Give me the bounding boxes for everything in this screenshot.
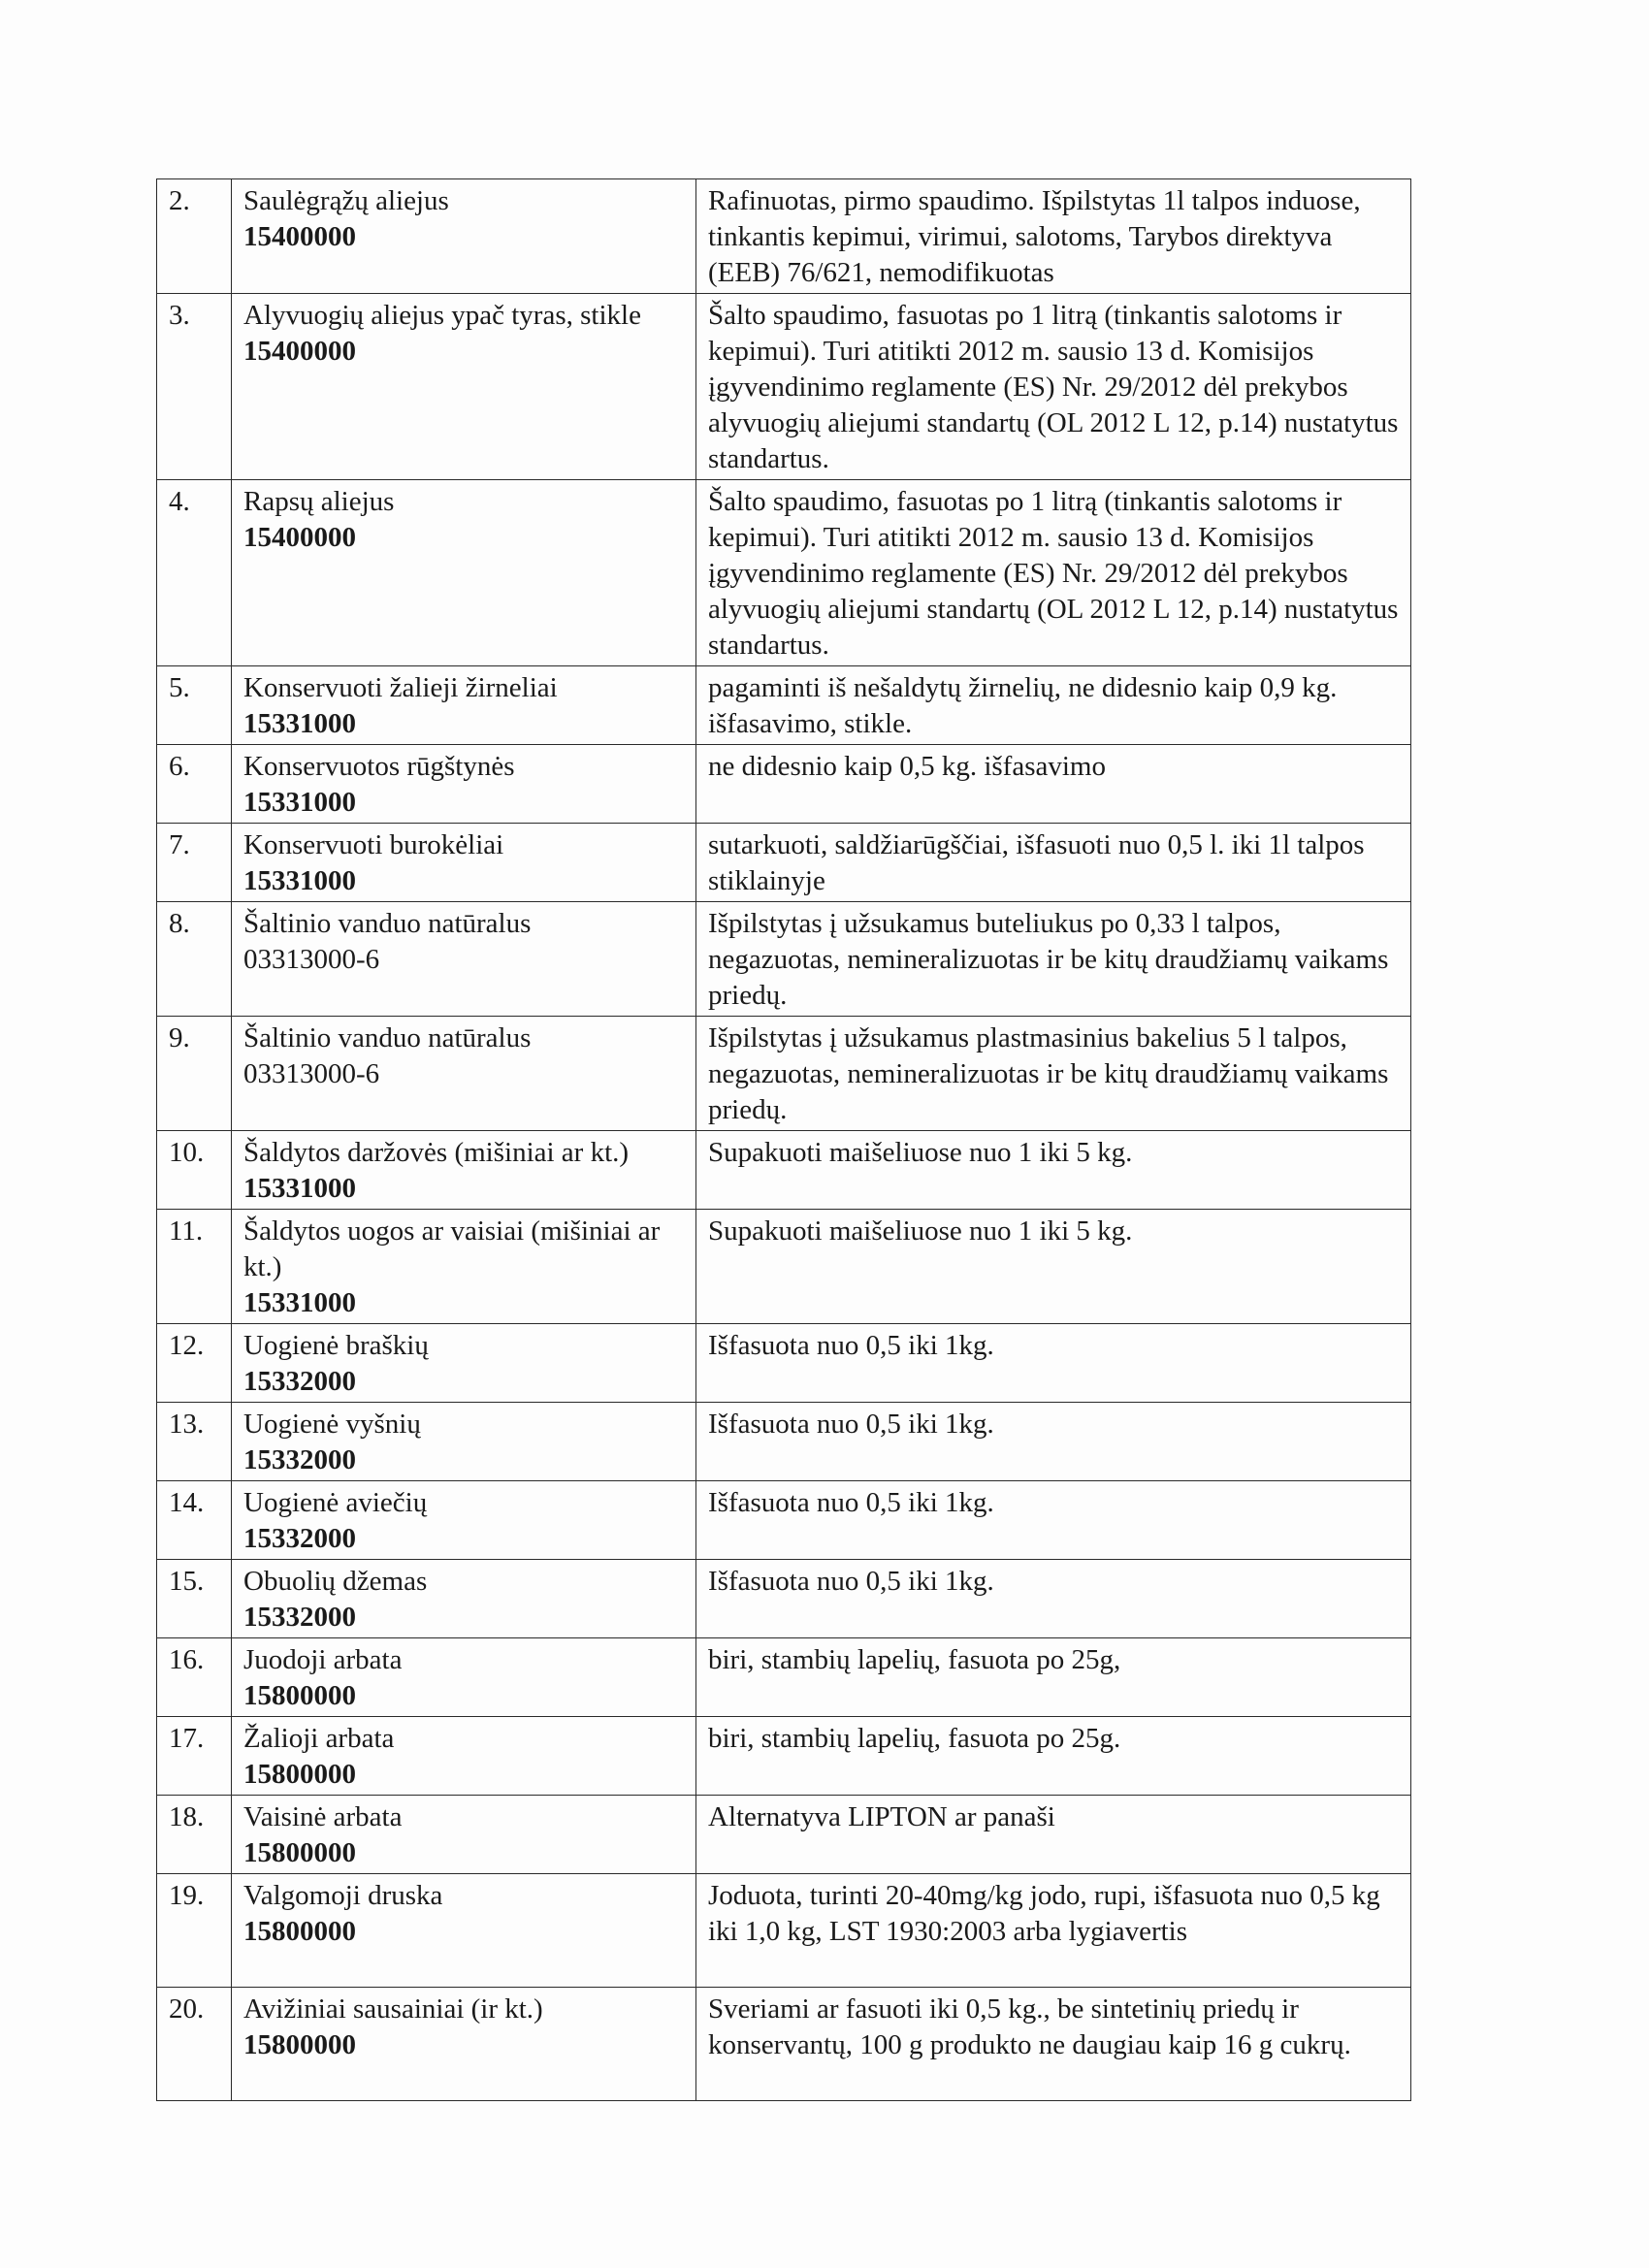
table-row xyxy=(157,666,1411,745)
product-code: 15800000 xyxy=(243,1916,356,1947)
product-description: Išfasuota nuo 0,5 iki 1kg. xyxy=(696,1324,1411,1403)
row-number: 3. xyxy=(157,294,232,480)
row-number: 11. xyxy=(157,1210,232,1324)
table-row xyxy=(157,902,1411,1017)
table-row xyxy=(157,179,1411,294)
product-description: sutarkuoti, saldžiarūgščiai, išfasuoti nuo 0,5 l. iki 1l talpos stiklainyje xyxy=(696,824,1411,902)
row-number: 4. xyxy=(157,480,232,666)
product-cell xyxy=(232,745,696,824)
product-code: 15331000 xyxy=(243,1173,356,1204)
product-description: biri, stambių lapelių, fasuota po 25g, xyxy=(696,1638,1411,1717)
table-row xyxy=(157,480,1411,666)
product-code: 15331000 xyxy=(243,708,356,739)
table-row xyxy=(157,294,1411,480)
product-spec-table xyxy=(156,178,1411,2101)
product-description: Išfasuota nuo 0,5 iki 1kg. xyxy=(696,1403,1411,1481)
row-number: 14. xyxy=(157,1481,232,1560)
product-spec-table-body xyxy=(157,179,1411,2101)
table-row xyxy=(157,1796,1411,1874)
product-description: Išfasuota nuo 0,5 iki 1kg. xyxy=(696,1560,1411,1638)
product-cell xyxy=(232,1638,696,1717)
row-number: 16. xyxy=(157,1638,232,1717)
row-number: 5. xyxy=(157,666,232,745)
product-code: 15800000 xyxy=(243,2029,356,2060)
product-description: Sveriami ar fasuoti iki 0,5 kg., be sintetinių priedų ir konservantų, 100 g produkto ne daugiau kaip 16 g cukrų. xyxy=(696,1988,1411,2101)
product-name: Šaltinio vanduo natūralus xyxy=(243,1022,532,1053)
product-cell xyxy=(232,666,696,745)
product-code: 15331000 xyxy=(243,865,356,896)
product-code: 15332000 xyxy=(243,1444,356,1475)
row-number: 17. xyxy=(157,1717,232,1796)
product-code: 15800000 xyxy=(243,1837,356,1868)
product-name: Uogienė vyšnių xyxy=(243,1409,421,1440)
product-description: Šalto spaudimo, fasuotas po 1 litrą (tinkantis salotoms ir kepimui). Turi atitikti 2012 m. sausio 13 d. Komisijos įgyvendinimo reglamente (ES) Nr. 29/2012 dėl prekybos alyvuogių aliejumi standartų (OL 2012 L 12, p.14) nustatytus standartus. xyxy=(696,294,1411,480)
row-number: 10. xyxy=(157,1131,232,1210)
product-cell xyxy=(232,1796,696,1874)
row-number: 8. xyxy=(157,902,232,1017)
product-code: 15400000 xyxy=(243,336,356,367)
product-code: 03313000-6 xyxy=(243,1058,380,1089)
product-name: Uogienė braškių xyxy=(243,1330,429,1361)
table-row xyxy=(157,1988,1411,2101)
row-number: 6. xyxy=(157,745,232,824)
product-description: biri, stambių lapelių, fasuota po 25g. xyxy=(696,1717,1411,1796)
product-description: pagaminti iš nešaldytų žirnelių, ne didesnio kaip 0,9 kg. išfasavimo, stikle. xyxy=(696,666,1411,745)
product-cell xyxy=(232,1324,696,1403)
product-cell xyxy=(232,1988,696,2101)
row-number: 18. xyxy=(157,1796,232,1874)
product-name: Avižiniai sausainiai (ir kt.) xyxy=(243,1993,543,2025)
row-number: 13. xyxy=(157,1403,232,1481)
product-name: Žalioji arbata xyxy=(243,1723,395,1754)
row-number: 20. xyxy=(157,1988,232,2101)
product-name: Konservuoti žalieji žirneliai xyxy=(243,672,558,703)
product-name: Šaldytos uogos ar vaisiai (mišiniai ar kt.) xyxy=(243,1215,661,1282)
product-code: 15800000 xyxy=(243,1759,356,1790)
product-description: Išfasuota nuo 0,5 iki 1kg. xyxy=(696,1481,1411,1560)
product-name: Šaldytos daržovės (mišiniai ar kt.) xyxy=(243,1137,630,1168)
product-name: Obuolių džemas xyxy=(243,1566,428,1597)
row-number: 12. xyxy=(157,1324,232,1403)
product-description: Supakuoti maišeliuose nuo 1 iki 5 kg. xyxy=(696,1210,1411,1324)
table-row xyxy=(157,1717,1411,1796)
product-code: 15331000 xyxy=(243,787,356,818)
product-cell xyxy=(232,179,696,294)
product-code: 15331000 xyxy=(243,1287,356,1318)
product-cell xyxy=(232,1131,696,1210)
table-row xyxy=(157,1017,1411,1131)
row-number: 19. xyxy=(157,1874,232,1988)
row-number: 9. xyxy=(157,1017,232,1131)
product-cell xyxy=(232,902,696,1017)
row-number: 15. xyxy=(157,1560,232,1638)
product-name: Rapsų aliejus xyxy=(243,486,395,517)
row-number: 2. xyxy=(157,179,232,294)
product-cell xyxy=(232,480,696,666)
product-cell xyxy=(232,1560,696,1638)
product-cell xyxy=(232,1403,696,1481)
product-code: 15800000 xyxy=(243,1680,356,1711)
product-description: Joduota, turinti 20-40mg/kg jodo, rupi, išfasuota nuo 0,5 kg iki 1,0 kg, LST 1930:2003 arba lygiavertis xyxy=(696,1874,1411,1988)
table-row xyxy=(157,1481,1411,1560)
product-name: Šaltinio vanduo natūralus xyxy=(243,908,532,939)
product-code: 15400000 xyxy=(243,522,356,553)
table-row xyxy=(157,1638,1411,1717)
table-row xyxy=(157,745,1411,824)
product-code: 15332000 xyxy=(243,1366,356,1397)
product-cell xyxy=(232,1717,696,1796)
product-name: Uogienė aviečių xyxy=(243,1487,428,1518)
product-description: Alternatyva LIPTON ar panaši xyxy=(696,1796,1411,1874)
product-name: Konservuotos rūgštynės xyxy=(243,751,515,782)
product-description: ne didesnio kaip 0,5 kg. išfasavimo xyxy=(696,745,1411,824)
product-name: Konservuoti burokėliai xyxy=(243,829,504,860)
row-number: 7. xyxy=(157,824,232,902)
table-row xyxy=(157,1210,1411,1324)
product-code: 15332000 xyxy=(243,1523,356,1554)
table-row xyxy=(157,1131,1411,1210)
product-description: Šalto spaudimo, fasuotas po 1 litrą (tinkantis salotoms ir kepimui). Turi atitikti 2012 m. sausio 13 d. Komisijos įgyvendinimo reglamente (ES) Nr. 29/2012 dėl prekybos alyvuogių aliejumi standartų (OL 2012 L 12, p.14) nustatytus standartus. xyxy=(696,480,1411,666)
product-name: Juodoji arbata xyxy=(243,1644,403,1675)
product-name: Alyvuogių aliejus ypač tyras, stikle xyxy=(243,300,641,331)
product-cell xyxy=(232,1874,696,1988)
product-code: 15332000 xyxy=(243,1602,356,1633)
product-description: Išpilstytas į užsukamus buteliukus po 0,33 l talpos, negazuotas, nemineralizuotas ir be kitų draudžiamų vaikams priedų. xyxy=(696,902,1411,1017)
table-row xyxy=(157,1403,1411,1481)
product-name: Vaisinė arbata xyxy=(243,1801,403,1832)
table-row xyxy=(157,1560,1411,1638)
product-cell xyxy=(232,1481,696,1560)
product-description: Supakuoti maišeliuose nuo 1 iki 5 kg. xyxy=(696,1131,1411,1210)
product-cell xyxy=(232,294,696,480)
table-row xyxy=(157,1874,1411,1988)
product-description: Išpilstytas į užsukamus plastmasinius bakelius 5 l talpos, negazuotas, nemineralizuotas ir be kitų draudžiamų vaikams priedų. xyxy=(696,1017,1411,1131)
product-name: Valgomoji druska xyxy=(243,1880,443,1911)
product-cell xyxy=(232,824,696,902)
product-name: Saulėgrąžų aliejus xyxy=(243,185,449,216)
table-row xyxy=(157,824,1411,902)
product-code: 03313000-6 xyxy=(243,944,380,975)
table-row xyxy=(157,1324,1411,1403)
product-cell xyxy=(232,1017,696,1131)
product-cell xyxy=(232,1210,696,1324)
product-code: 15400000 xyxy=(243,221,356,252)
product-description: Rafinuotas, pirmo spaudimo. Išpilstytas 1l talpos induose, tinkantis kepimui, virimui, salotoms, Tarybos direktyva (EEB) 76/621, nemodifikuotas xyxy=(696,179,1411,294)
